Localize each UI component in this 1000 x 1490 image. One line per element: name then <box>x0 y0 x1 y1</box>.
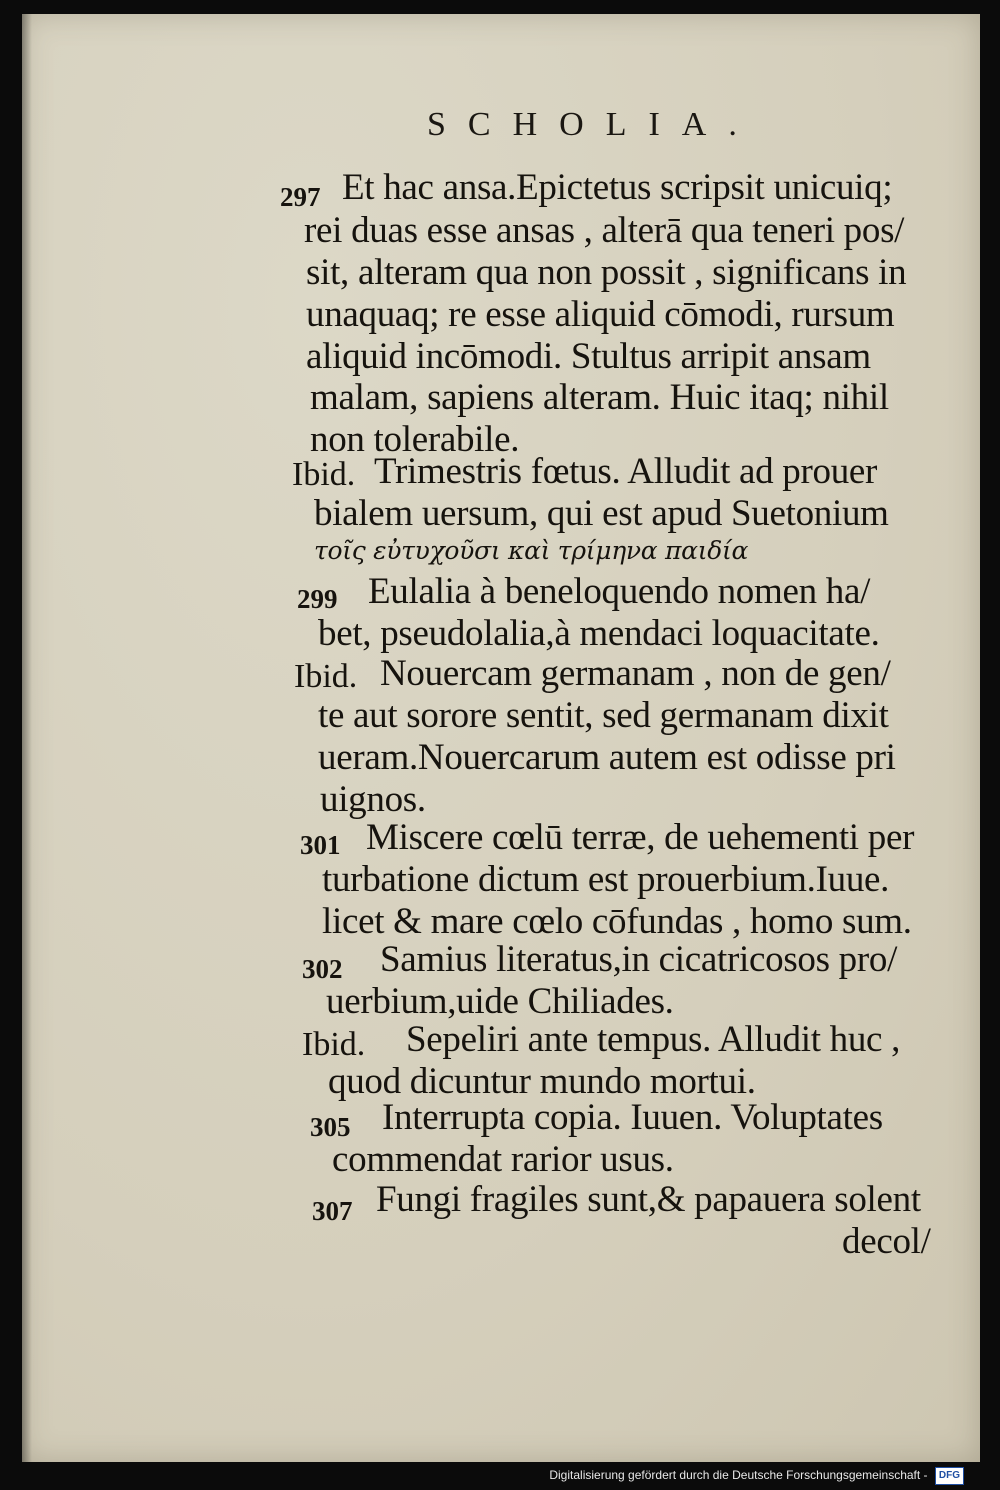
line-number: Ibid. <box>294 658 358 695</box>
line-number: 301 <box>300 830 341 860</box>
text-line: te aut sorore sentit, sed germanam dixit <box>318 695 889 736</box>
text-line: uerbium,uide Chiliades. <box>326 981 674 1022</box>
line-number: 299 <box>297 584 338 614</box>
text-line: Miscere cœlū terræ, de uehementi per <box>366 817 915 858</box>
dfg-logo: DFG <box>935 1467 964 1485</box>
text-line: rei duas esse ansas , alterā qua teneri pos/ <box>304 210 905 251</box>
greek-quotation: τοῖς εὐτυχοῦσι καὶ τρίμηνα παιδία <box>314 536 749 565</box>
text-line: malam, sapiens alteram. Huic itaq; nihil <box>310 377 889 418</box>
line-number: Ibid. <box>302 1026 366 1063</box>
text-line: Eulalia à beneloquendo nomen ha/ <box>368 571 871 612</box>
credit-text: Digitalisierung gefördert durch die Deutsche Forschungsgemeinschaft - <box>549 1468 928 1482</box>
text-line: bialem uersum, qui est apud Suetonium <box>314 493 889 534</box>
line-number: Ibid. <box>292 456 356 493</box>
text-line: aliquid incōmodi. Stultus arripit ansam <box>306 336 871 377</box>
running-head: SCHOLIA. <box>427 106 759 143</box>
text-line: licet & mare cœlo cōfundas , homo sum. <box>322 901 912 942</box>
text-line: ueram.Nouercarum autem est odisse pri <box>318 737 896 778</box>
text-line: commendat rarior usus. <box>332 1139 674 1180</box>
text-line: quod dicuntur mundo mortui. <box>328 1061 756 1102</box>
line-number: 307 <box>312 1196 353 1226</box>
line-number: 305 <box>310 1112 351 1142</box>
text-line: non tolerabile. <box>310 419 520 460</box>
gutter-shadow <box>22 14 32 1462</box>
text-line: unaquaq; re esse aliquid cōmodi, rursum <box>306 294 895 335</box>
text-line: Nouercam germanam , non de gen/ <box>380 653 891 694</box>
book-page <box>22 14 980 1462</box>
text-line: Interrupta copia. Iuuen. Voluptates <box>382 1097 883 1138</box>
digitization-credit <box>549 1462 964 1488</box>
catchword: decol/ <box>842 1221 931 1262</box>
text-line: Et hac ansa.Epictetus scripsit unicuiq; <box>342 167 893 208</box>
text-line: uignos. <box>320 779 426 820</box>
text-line: Fungi fragiles sunt,& papauera solent <box>376 1179 921 1220</box>
line-number: 302 <box>302 954 343 984</box>
line-number: 297 <box>280 182 321 212</box>
text-line: bet, pseudolalia,à mendaci loquacitate. <box>318 613 880 654</box>
text-line: Sepeliri ante tempus. Alludit huc , <box>406 1019 901 1060</box>
text-line: Trimestris fœtus. Alludit ad prouer <box>374 451 878 492</box>
text-line: turbatione dictum est prouerbium.Iuue. <box>322 859 890 900</box>
text-line: Samius literatus,in cicatricosos pro/ <box>380 939 898 980</box>
text-line: sit, alteram qua non possit , significans in <box>306 252 907 293</box>
